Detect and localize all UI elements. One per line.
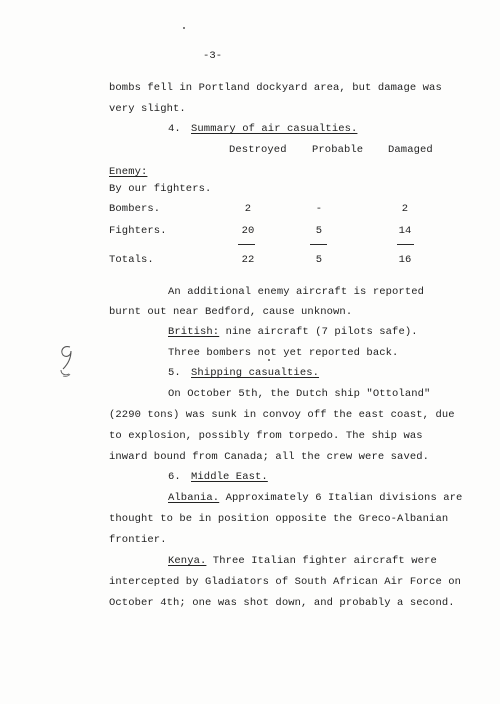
total-rule-destroyed [238, 244, 255, 245]
albania-line-2: thought to be in position opposite the Greco-Albanian [109, 513, 449, 525]
british-line-1 [168, 326, 418, 339]
kenya-line-1 [168, 555, 437, 568]
by-fighters-label: By our fighters. [109, 183, 212, 195]
total-rule-probable [310, 244, 327, 245]
additional-line-1: An additional enemy aircraft is reported [168, 286, 425, 298]
fighters-destroyed: 20 [241, 225, 255, 237]
albania-line-1 [168, 492, 462, 505]
section-6-heading: Middle East. [191, 471, 268, 483]
albania-label: Albania. [168, 492, 220, 504]
column-header-probable: Probable [312, 144, 364, 156]
section-5-heading: Shipping casualties. [191, 367, 320, 379]
fighters-damaged: 14 [398, 225, 412, 237]
kenya-line-3: October 4th; one was shot down, and probably a second. [109, 597, 455, 609]
row-label-totals: Totals. [109, 254, 154, 266]
bombers-probable: - [315, 203, 323, 215]
fighters-probable: 5 [315, 225, 323, 237]
totals-damaged: 16 [398, 254, 412, 266]
handwritten-margin-mark [57, 343, 77, 379]
intro-line-2: very slight. [109, 103, 186, 115]
bombers-damaged: 2 [401, 203, 409, 215]
speck [268, 359, 270, 361]
section-6-number: 6. [168, 471, 181, 483]
total-rule-damaged [397, 244, 414, 245]
enemy-label: Enemy: [109, 166, 148, 178]
bombers-destroyed: 2 [244, 203, 252, 215]
row-label-fighters: Fighters. [109, 225, 167, 237]
kenya-text: Three Italian fighter aircraft were [206, 555, 437, 567]
section-4-number: 4. [168, 123, 181, 135]
column-header-damaged: Damaged [388, 144, 433, 156]
speck [183, 27, 185, 29]
albania-line-3: frontier. [109, 534, 167, 546]
intro-line-1: bombs fell in Portland dockyard area, but damage was [109, 82, 442, 94]
british-line-2: Three bombers not yet reported back. [168, 347, 399, 359]
shipping-line-3: to explosion, possibly from torpedo. The ship was [109, 430, 423, 442]
section-5-number: 5. [168, 367, 181, 379]
totals-destroyed: 22 [241, 254, 255, 266]
kenya-line-2: intercepted by Gladiators of South African Air Force on [109, 576, 462, 588]
page-number: -3- [203, 50, 223, 62]
shipping-line-1: On October 5th, the Dutch ship "Ottoland" [168, 388, 431, 400]
column-header-destroyed: Destroyed [229, 144, 287, 156]
section-4-heading: Summary of air casualties. [191, 123, 358, 135]
shipping-line-4: inward bound from Canada; all the crew were saved. [109, 451, 430, 463]
additional-line-2: burnt out near Bedford, cause unknown. [109, 306, 353, 318]
british-label: British: [168, 326, 220, 338]
kenya-label: Kenya. [168, 555, 207, 567]
shipping-line-2: (2290 tons) was sunk in convoy off the east coast, due [109, 409, 455, 421]
totals-probable: 5 [315, 254, 323, 266]
albania-text: Approximately 6 Italian divisions are [219, 492, 463, 504]
british-text: nine aircraft (7 pilots safe). [219, 326, 418, 338]
row-label-bombers: Bombers. [109, 203, 161, 215]
